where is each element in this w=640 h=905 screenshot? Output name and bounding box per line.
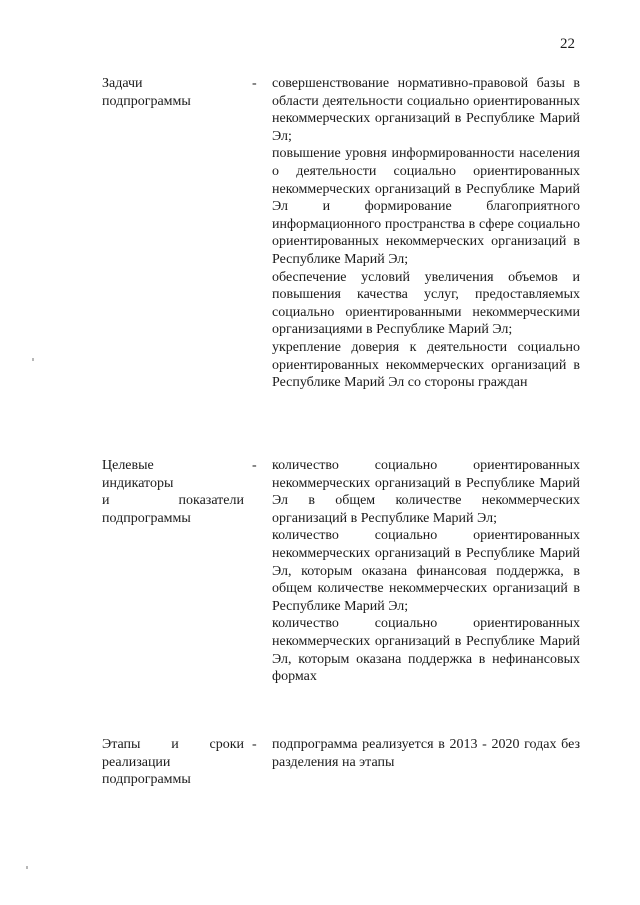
section-label bbox=[102, 736, 244, 789]
scan-mark bbox=[26, 866, 28, 869]
label-line: и показатели bbox=[102, 493, 244, 509]
section-dash: - bbox=[252, 737, 257, 752]
page-number: 22 bbox=[560, 36, 575, 52]
section-dash: - bbox=[252, 458, 257, 473]
section-label bbox=[102, 457, 244, 527]
section-label bbox=[102, 75, 244, 110]
paragraph: количество социально ориентированных некоммерческих организаций в Республике Марий Эл, которым оказана финансовая поддержка, в общем количестве некоммерческих организаций в Республике Марий Эл; bbox=[272, 528, 580, 614]
paragraph: укрепление доверия к деятельности социально ориентированных некоммерческих организаций в Республике Марий Эл со стороны граждан bbox=[272, 339, 580, 391]
label-line: Задачи bbox=[102, 76, 143, 91]
section-dash: - bbox=[252, 76, 257, 91]
label-line: Этапы и сроки bbox=[102, 737, 244, 752]
paragraph: количество социально ориентированных некоммерческих организаций в Республике Марий Эл, которым оказана поддержка в нефинансовых формах bbox=[272, 616, 580, 685]
label-line: реализации bbox=[102, 754, 171, 770]
section-content bbox=[272, 457, 580, 686]
label-line: подпрограммы bbox=[102, 510, 191, 526]
paragraph: совершенствование нормативно-правовой базы в области деятельности социально ориентированных некоммерческих организаций в Республике Марий Эл; bbox=[272, 76, 580, 144]
paragraph: количество социально ориентированных некоммерческих организаций в Республике Марий Эл в общем количестве некоммерческих организаций в Республике Марий Эл; bbox=[272, 458, 580, 526]
label-line: подпрограммы bbox=[102, 772, 191, 788]
paragraph: подпрограмма реализуется в 2013 - 2020 годах без разделения на этапы bbox=[272, 737, 580, 770]
label-line: подпрограммы bbox=[102, 93, 191, 109]
section-content bbox=[272, 736, 580, 771]
paragraph: повышение уровня информированности населения о деятельности социально ориентированных некоммерческих организаций в Республике Марий Эл и формирование благоприятного информационного пространства в сфере социально ориентированных некоммерческих организаций в Республике Марий Эл; bbox=[272, 146, 580, 267]
scan-mark bbox=[32, 358, 34, 361]
label-line: Целевые bbox=[102, 458, 154, 473]
label-line: индикаторы bbox=[102, 475, 174, 491]
paragraph: обеспечение условий увеличения объемов и повышения качества услуг, предоставляемых социально ориентированными некоммерческими организациями в Республике Марий Эл; bbox=[272, 269, 580, 338]
section-content bbox=[272, 75, 580, 392]
